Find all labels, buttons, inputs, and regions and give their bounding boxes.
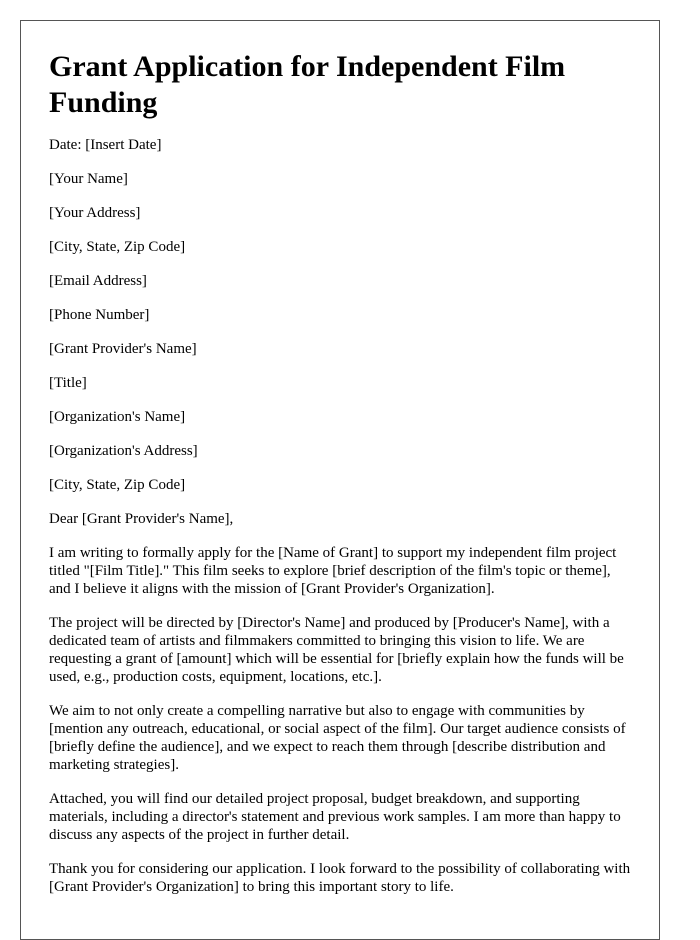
sender-phone: [Phone Number] bbox=[49, 307, 150, 323]
letter-title: Grant Application for Independent Film Funding bbox=[49, 50, 566, 119]
recipient-title: [Title] bbox=[49, 375, 87, 391]
recipient-organization-address: [Organization's Address] bbox=[49, 443, 198, 459]
recipient-organization: [Organization's Name] bbox=[49, 409, 186, 425]
letter-page bbox=[20, 20, 660, 940]
recipient-city-state-zip: [City, State, Zip Code] bbox=[49, 477, 186, 493]
paragraph-project-team: The project will be directed by [Director's Name] and produced by [Producer's Name], with a dedicated team of artists and filmmakers committed to bringing this vision to life. We are requesting a grant of [amount] which will be essential for [briefly explain how the funds will be used, e.g., production costs, equipment, locations, etc.]. bbox=[49, 615, 624, 685]
paragraph-attachments: Attached, you will find our detailed project proposal, budget breakdown, and supporting materials, including a director's statement and previous work samples. I am more than happy to discuss any aspects of the project in further detail. bbox=[49, 791, 621, 843]
sender-address: [Your Address] bbox=[49, 205, 141, 221]
paragraph-outreach: We aim to not only create a compelling narrative but also to engage with communities by [mention any outreach, educational, or social aspect of the film]. Our target audience consists of [briefly define the audience], and we expect to reach them through [describe distribution and marketing strategies]. bbox=[49, 703, 626, 773]
sender-email: [Email Address] bbox=[49, 273, 147, 289]
sender-name: [Your Name] bbox=[49, 171, 128, 187]
paragraph-intro: I am writing to formally apply for the [Name of Grant] to support my independent film project titled "[Film Title]." This film seeks to explore [brief description of the film's topic or theme], and I believe it aligns with the mission of [Grant Provider's Organization]. bbox=[49, 545, 617, 597]
sender-city-state-zip: [City, State, Zip Code] bbox=[49, 239, 186, 255]
salutation: Dear [Grant Provider's Name], bbox=[49, 511, 234, 527]
paragraph-closing: Thank you for considering our application. I look forward to the possibility of collaborating with [Grant Provider's Organization] to bring this important story to life. bbox=[49, 861, 631, 895]
date-line: Date: [Insert Date] bbox=[49, 137, 162, 153]
recipient-name: [Grant Provider's Name] bbox=[49, 341, 197, 357]
